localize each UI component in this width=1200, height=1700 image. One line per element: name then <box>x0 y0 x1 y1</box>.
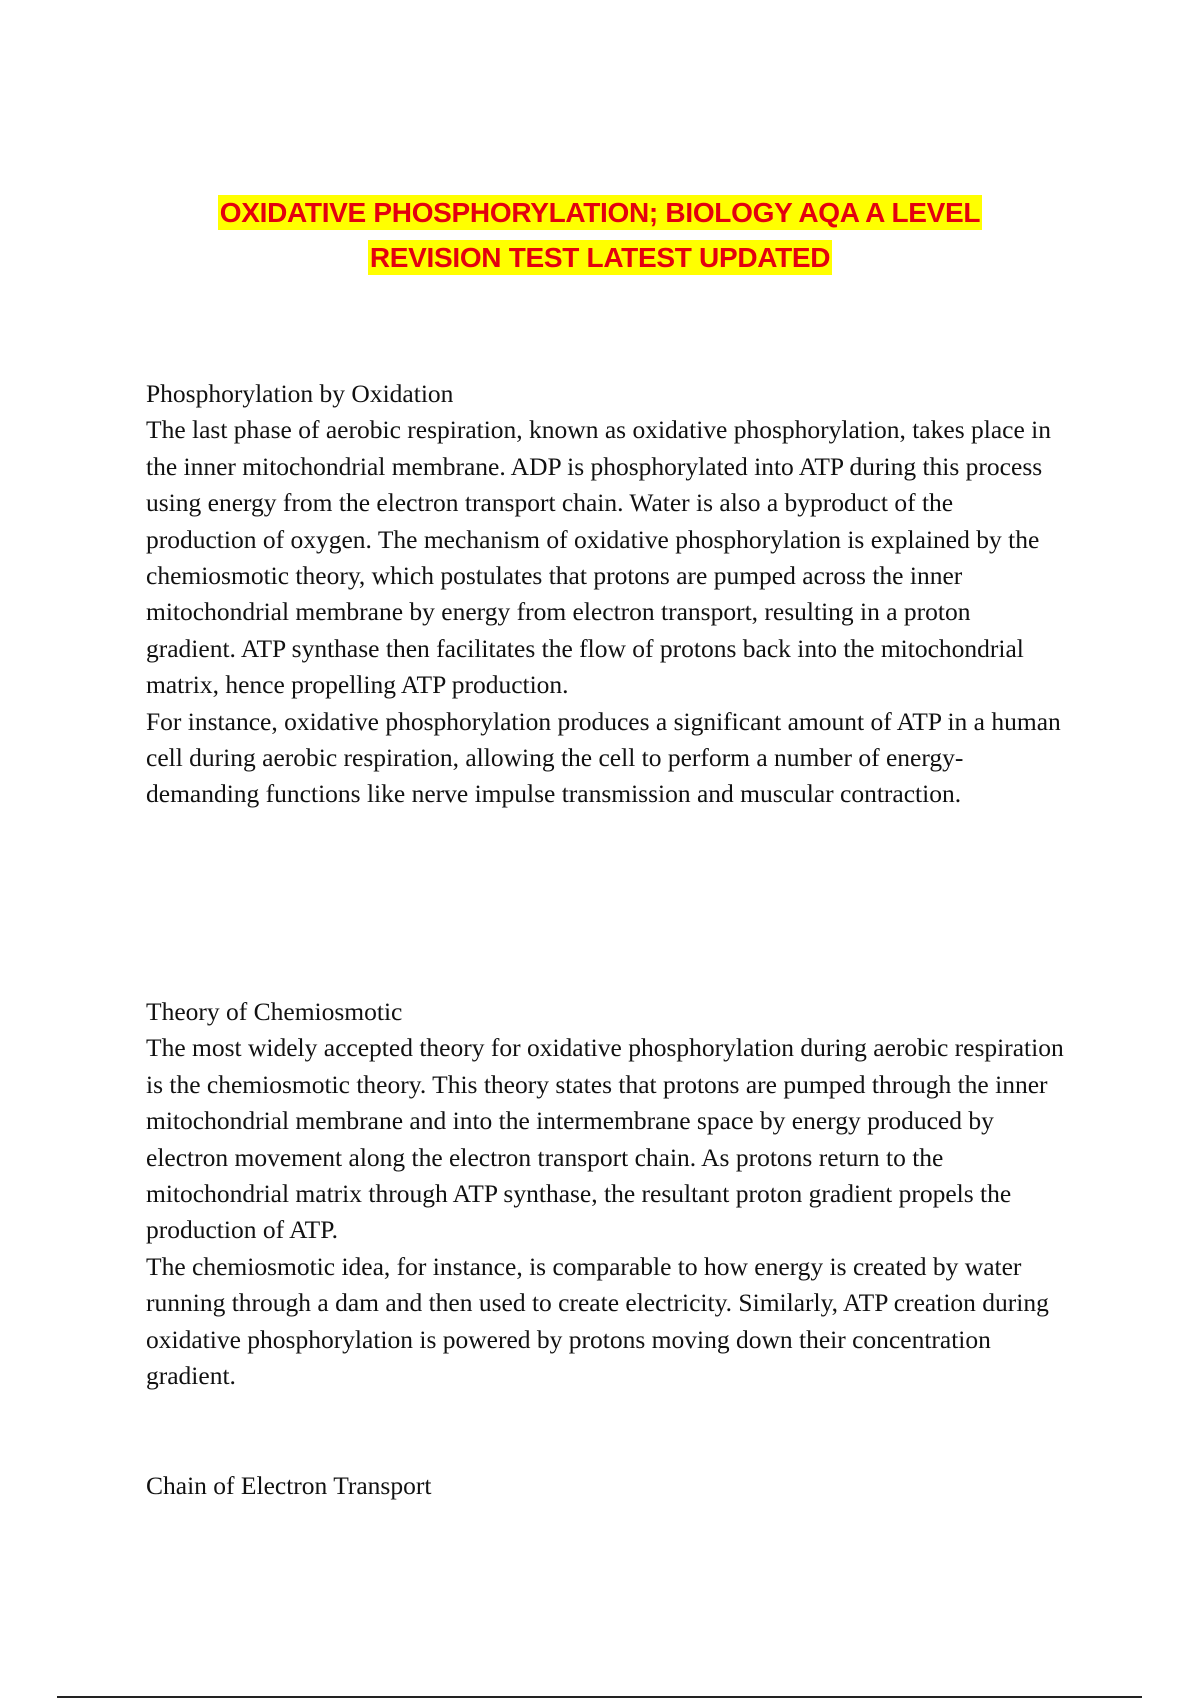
section-paragraph: The chemiosmotic idea, for instance, is comparable to how energy is created by water running through a dam and then used to create electricity. Similarly, ATP creation during oxidative phosphorylation is powered by protons moving down their concentration gradient. <box>146 1251 1049 1391</box>
document-title <box>100 190 1100 280</box>
section-paragraph: The most widely accepted theory for oxidative phosphorylation during aerobic respiration is the chemiosmotic theory. This theory states that protons are pumped through the inner mitochondrial membrane and into the intermembrane space by energy produced by electron movement along the electron transport chain. As protons return to the mitochondrial matrix through ATP synthase, the resultant proton gradient propels the production of ATP. <box>146 1033 1064 1245</box>
section-heading: Chain of Electron Transport <box>146 1471 432 1500</box>
title-line-1: OXIDATIVE PHOSPHORYLATION; BIOLOGY AQA A LEVEL <box>219 197 981 228</box>
section-heading: Phosphorylation by Oxidation <box>146 379 454 408</box>
section-heading: Theory of Chemiosmotic <box>146 997 403 1026</box>
section-theory-of-chemiosmotic <box>146 994 1066 1394</box>
section-paragraph: The last phase of aerobic respiration, known as oxidative phosphorylation, takes place in the inner mitochondrial membrane. ADP is phosphorylated into ATP during this process using energy from the electron transport chain. Water is also a byproduct of the production of oxygen. The mechanism of oxidative phosphorylation is explained by the chemiosmotic theory, which postulates that protons are pumped across the inner mitochondrial membrane by energy from electron transport, resulting in a proton gradient. ATP synthase then facilitates the flow of protons back into the mitochondrial matrix, hence propelling ATP production. <box>146 415 1051 700</box>
title-line-2: REVISION TEST LATEST UPDATED <box>369 242 831 273</box>
footer-divider <box>57 1696 1142 1698</box>
section-chain-of-electron-transport <box>146 1468 1066 1504</box>
section-phosphorylation-by-oxidation <box>146 376 1066 813</box>
section-paragraph: For instance, oxidative phosphorylation produces a significant amount of ATP in a human cell during aerobic respiration, allowing the cell to perform a number of energy-demanding functions like nerve impulse transmission and muscular contraction. <box>146 706 1061 809</box>
